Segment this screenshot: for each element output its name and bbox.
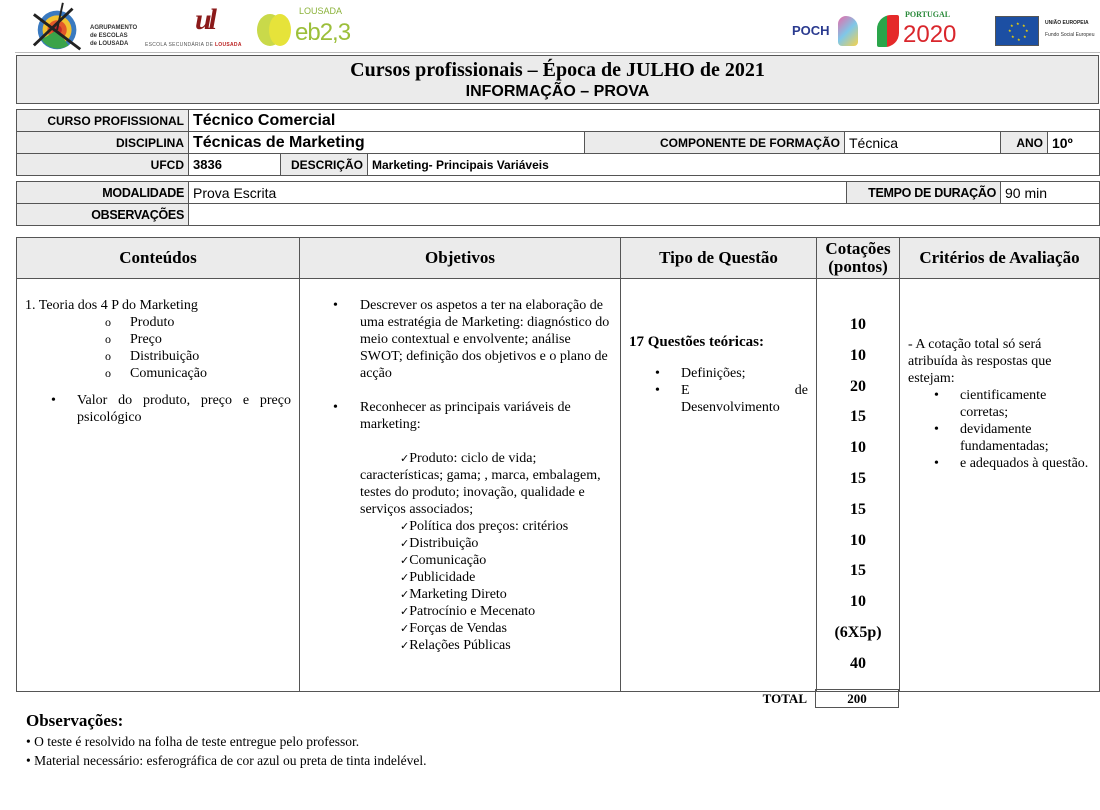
check-item-text: Marketing Direto (409, 587, 507, 602)
check-icon: ✓ (400, 639, 410, 652)
check-icon: ✓ (400, 588, 410, 601)
descricao-label: DESCRIÇÃO (281, 154, 368, 176)
exam-info-table (16, 181, 1100, 226)
check-icon: ✓ (400, 520, 410, 533)
curso-label: CURSO PROFISSIONAL (17, 110, 189, 132)
criterios-cell (900, 279, 1100, 692)
portugal-text: PORTUGAL (905, 10, 951, 19)
header-tipo-questao: Tipo de Questão (621, 238, 817, 279)
check-item-text: Relações Públicas (409, 638, 511, 653)
tipo-questao-title: 17 Questões teóricas: (629, 334, 764, 350)
eb-big-text: eb2,3 (295, 19, 351, 46)
eu-text-1: UNIÃO EUROPEIA (1045, 20, 1089, 26)
cotacao-value: 10 (850, 531, 866, 549)
eb23-lousada-logo (255, 6, 350, 50)
cotacao-value: 10 (850, 593, 866, 611)
header-row (17, 238, 1100, 279)
check-icon: ✓ (400, 554, 410, 567)
ufcd-value: 3836 (189, 154, 281, 176)
course-info-table (16, 109, 1100, 176)
cotacao-value: 15 (850, 408, 866, 426)
logo-header (0, 0, 1100, 54)
eu-text-2: Fundo Social Europeu (1045, 32, 1095, 38)
agrupamento-text-1: AGRUPAMENTO (90, 25, 138, 31)
portugal-flag-icon (877, 15, 899, 47)
tipo-questao-cell (621, 279, 817, 692)
criterio-item: • devidamente fundamentadas; (908, 421, 1091, 455)
check-icon: ✓ (400, 622, 410, 635)
descricao-value: Marketing- Principais Variáveis (368, 154, 1100, 176)
cotacao-value: (6X5p) (834, 623, 882, 641)
escola-secundaria-lousada-logo (145, 4, 245, 52)
check-item-continuation: características; gama; , marca, embalagem, testes do produto; inovação, qualidade e serviços associados; (360, 468, 601, 517)
observacoes-value (189, 204, 1100, 226)
check-icon: ✓ (400, 537, 410, 550)
header-cotacoes-line2: (pontos) (828, 257, 888, 276)
check-item-text: Comunicação (409, 553, 487, 568)
eb-lousada-text: LOUSADA (299, 6, 343, 16)
header-divider (15, 52, 1100, 53)
cotacao-value: 10 (850, 439, 866, 457)
modalidade-value: Prova Escrita (189, 182, 847, 204)
portugal-2020-logo (875, 10, 980, 50)
tipo-item-word: • E (681, 383, 690, 398)
check-item (360, 569, 610, 586)
header-objetivos: Objetivos (300, 238, 621, 279)
disciplina-value: Técnicas de Marketing (189, 132, 585, 154)
observacoes-title: Observações: (26, 711, 124, 730)
ano-value: 10º (1048, 132, 1100, 154)
check-item (360, 450, 610, 467)
escola-caption-highlight: LOUSADA (214, 42, 242, 48)
conteudos-subitem: o Preço (105, 331, 291, 348)
check-item (360, 603, 610, 620)
tipo-questao-list (629, 365, 808, 416)
exam-content-table (16, 237, 1100, 692)
criterio-item: • cientificamente corretas; (908, 387, 1091, 421)
check-item-text: Forças de Vendas (409, 621, 507, 636)
tipo-questao-item: • Definições; (629, 365, 808, 382)
agrupamento-text-2: de ESCOLAS (90, 33, 128, 39)
cotacao-value: 10 (850, 346, 866, 364)
tipo-item-word: Desenvolvimento (681, 400, 780, 415)
check-item (360, 535, 610, 552)
header-cotacoes (817, 238, 900, 279)
criterios-list (908, 387, 1091, 472)
ul-mark: ul (195, 3, 215, 36)
observacao-line: • Material necessário: esferográfica de cor azul ou preta de tinta indelével. (26, 753, 427, 768)
header-cotacoes-line1: Cotações (825, 239, 891, 258)
check-item (360, 518, 610, 535)
cotacoes-cell (817, 279, 900, 692)
observacoes-row (17, 204, 1100, 226)
objetivos-cell (300, 279, 621, 692)
observacao-line: • O teste é resolvido na folha de teste entregue pelo professor. (26, 734, 360, 749)
poch-head-icon (838, 16, 858, 46)
check-item (360, 586, 610, 603)
poch-text: POCH (792, 23, 830, 38)
total-label: TOTAL (762, 691, 807, 706)
conteudos-heading: 1. Teoria dos 4 P do Marketing (25, 298, 198, 313)
poch-logo (792, 14, 860, 48)
duracao-label: TEMPO DE DURAÇÃO (847, 182, 1001, 204)
tipo-item-word: de (794, 383, 808, 398)
title-box (16, 55, 1099, 104)
modalidade-row (17, 182, 1100, 204)
cotacao-value: 20 (850, 377, 866, 395)
objetivo-checklist (360, 450, 610, 654)
conteudos-subitem: o Distribuição (105, 348, 291, 365)
total-value: 200 (815, 689, 899, 708)
check-item (360, 620, 610, 637)
cotacao-value: 15 (850, 469, 866, 487)
cotacao-value: 40 (850, 654, 866, 672)
page-title: Cursos profissionais – Época de JULHO de 2021 (350, 59, 765, 81)
check-icon: ✓ (400, 571, 410, 584)
check-item-text: Publicidade (409, 570, 476, 585)
componente-value: Técnica (845, 132, 1001, 154)
total-row (16, 690, 899, 709)
ano-label: ANO (1001, 132, 1048, 154)
header-criterios: Critérios de Avaliação (900, 238, 1100, 279)
header-conteudos: Conteúdos (17, 238, 300, 279)
conteudos-cell (17, 279, 300, 692)
tipo-questao-item (629, 382, 808, 416)
page-subtitle: INFORMAÇÃO – PROVA (465, 83, 650, 100)
cotacao-value: 15 (850, 500, 866, 518)
check-item-text: Produto: ciclo de vida; (409, 451, 537, 466)
conteudos-sublist (25, 314, 291, 382)
agrupamento-text-3: de LOUSADA (90, 41, 129, 47)
escola-caption: ESCOLA SECUNDÁRIA DE (145, 42, 215, 48)
disciplina-row (17, 132, 1100, 154)
eb-leaf-icon (269, 14, 291, 46)
cotacao-value: 15 (850, 562, 866, 580)
duracao-value: 90 min (1001, 182, 1100, 204)
cotacao-value: 10 (850, 316, 866, 333)
componente-label: COMPONENTE DE FORMAÇÃO (585, 132, 845, 154)
eu-flag-icon: ★ ★ ★ ★ ★ ★ ★ ★ (995, 16, 1039, 46)
curso-row (17, 110, 1100, 132)
check-item (360, 637, 610, 654)
conteudos-subitem: o Produto (105, 314, 291, 331)
objetivo-item: • Reconhecer as principais variáveis de marketing: (360, 399, 610, 433)
check-icon: ✓ (400, 605, 410, 618)
criterios-intro: - A cotação total só será atribuída às respostas que estejam: (908, 337, 1052, 386)
disciplina-label: DISCIPLINA (17, 132, 189, 154)
check-item-text: Distribuição (409, 536, 479, 551)
agrupamento-escolas-lousada-logo (30, 2, 145, 52)
content-row (17, 279, 1100, 692)
uniao-europeia-logo (995, 14, 1100, 48)
observacoes-label: OBSERVAÇÕES (17, 204, 189, 226)
objetivo-item: • Descrever os aspetos a ter na elaboração de uma estratégia de Marketing: diagnóstico do meio contextual e envolvente; análise SWOT; definição dos objetivos e o plano de acção (360, 297, 610, 382)
2020-text: 2020 (903, 21, 957, 48)
modalidade-label: MODALIDADE (17, 182, 189, 204)
check-item-text: Patrocínio e Mecenato (409, 604, 536, 619)
criterio-item: • e adequados à questão. (908, 455, 1091, 472)
ufcd-row (17, 154, 1100, 176)
curso-value: Técnico Comercial (189, 110, 1100, 132)
agrupamento-emblem-icon (30, 2, 88, 52)
check-item (360, 552, 610, 569)
check-item-text: Política dos preços: critérios (409, 519, 569, 534)
check-icon: ✓ (400, 452, 410, 465)
conteudos-bullet: • Valor do produto, preço e preço psicológico (25, 392, 291, 426)
conteudos-subitem: o Comunicação (105, 365, 291, 382)
ufcd-label: UFCD (17, 154, 189, 176)
conteudos-bullets (25, 392, 291, 426)
observacoes-section (26, 710, 427, 770)
